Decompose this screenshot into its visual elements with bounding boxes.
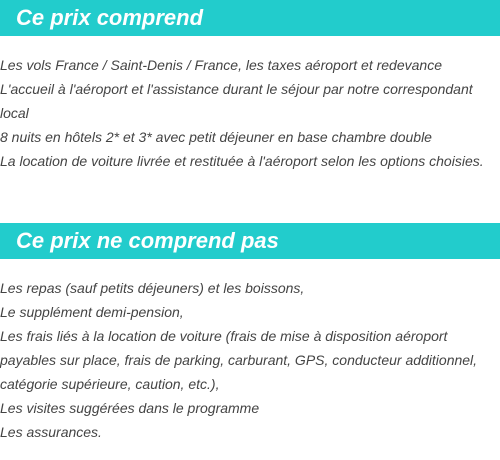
price-includes-list <box>0 53 500 173</box>
list-item: local <box>0 105 29 121</box>
list-item: La location de voiture livrée et restituée à l'aéroport selon les options choisies. <box>0 153 484 169</box>
list-item: Les assurances. <box>0 424 102 440</box>
list-item: Le supplément demi-pension, <box>0 304 184 320</box>
price-includes-section <box>0 0 500 173</box>
price-excludes-list <box>0 276 500 444</box>
list-item: Les repas (sauf petits déjeuners) et les boissons, <box>0 280 305 296</box>
price-includes-heading: Ce prix comprend <box>0 0 500 36</box>
list-item: Les frais liés à la location de voiture (frais de mise à disposition aéroport <box>0 328 448 344</box>
price-excludes-heading: Ce prix ne comprend pas <box>0 223 500 259</box>
list-item: payables sur place, frais de parking, carburant, GPS, conducteur additionnel, <box>0 352 478 368</box>
price-excludes-section <box>0 223 500 444</box>
list-item: Les visites suggérées dans le programme <box>0 400 260 416</box>
list-item: L'accueil à l'aéroport et l'assistance durant le séjour par notre correspondant <box>0 81 473 97</box>
list-item: 8 nuits en hôtels 2* et 3* avec petit déjeuner en base chambre double <box>0 129 432 145</box>
list-item: Les vols France / Saint-Denis / France, les taxes aéroport et redevance <box>0 57 442 73</box>
list-item: catégorie supérieure, caution, etc.), <box>0 376 220 392</box>
